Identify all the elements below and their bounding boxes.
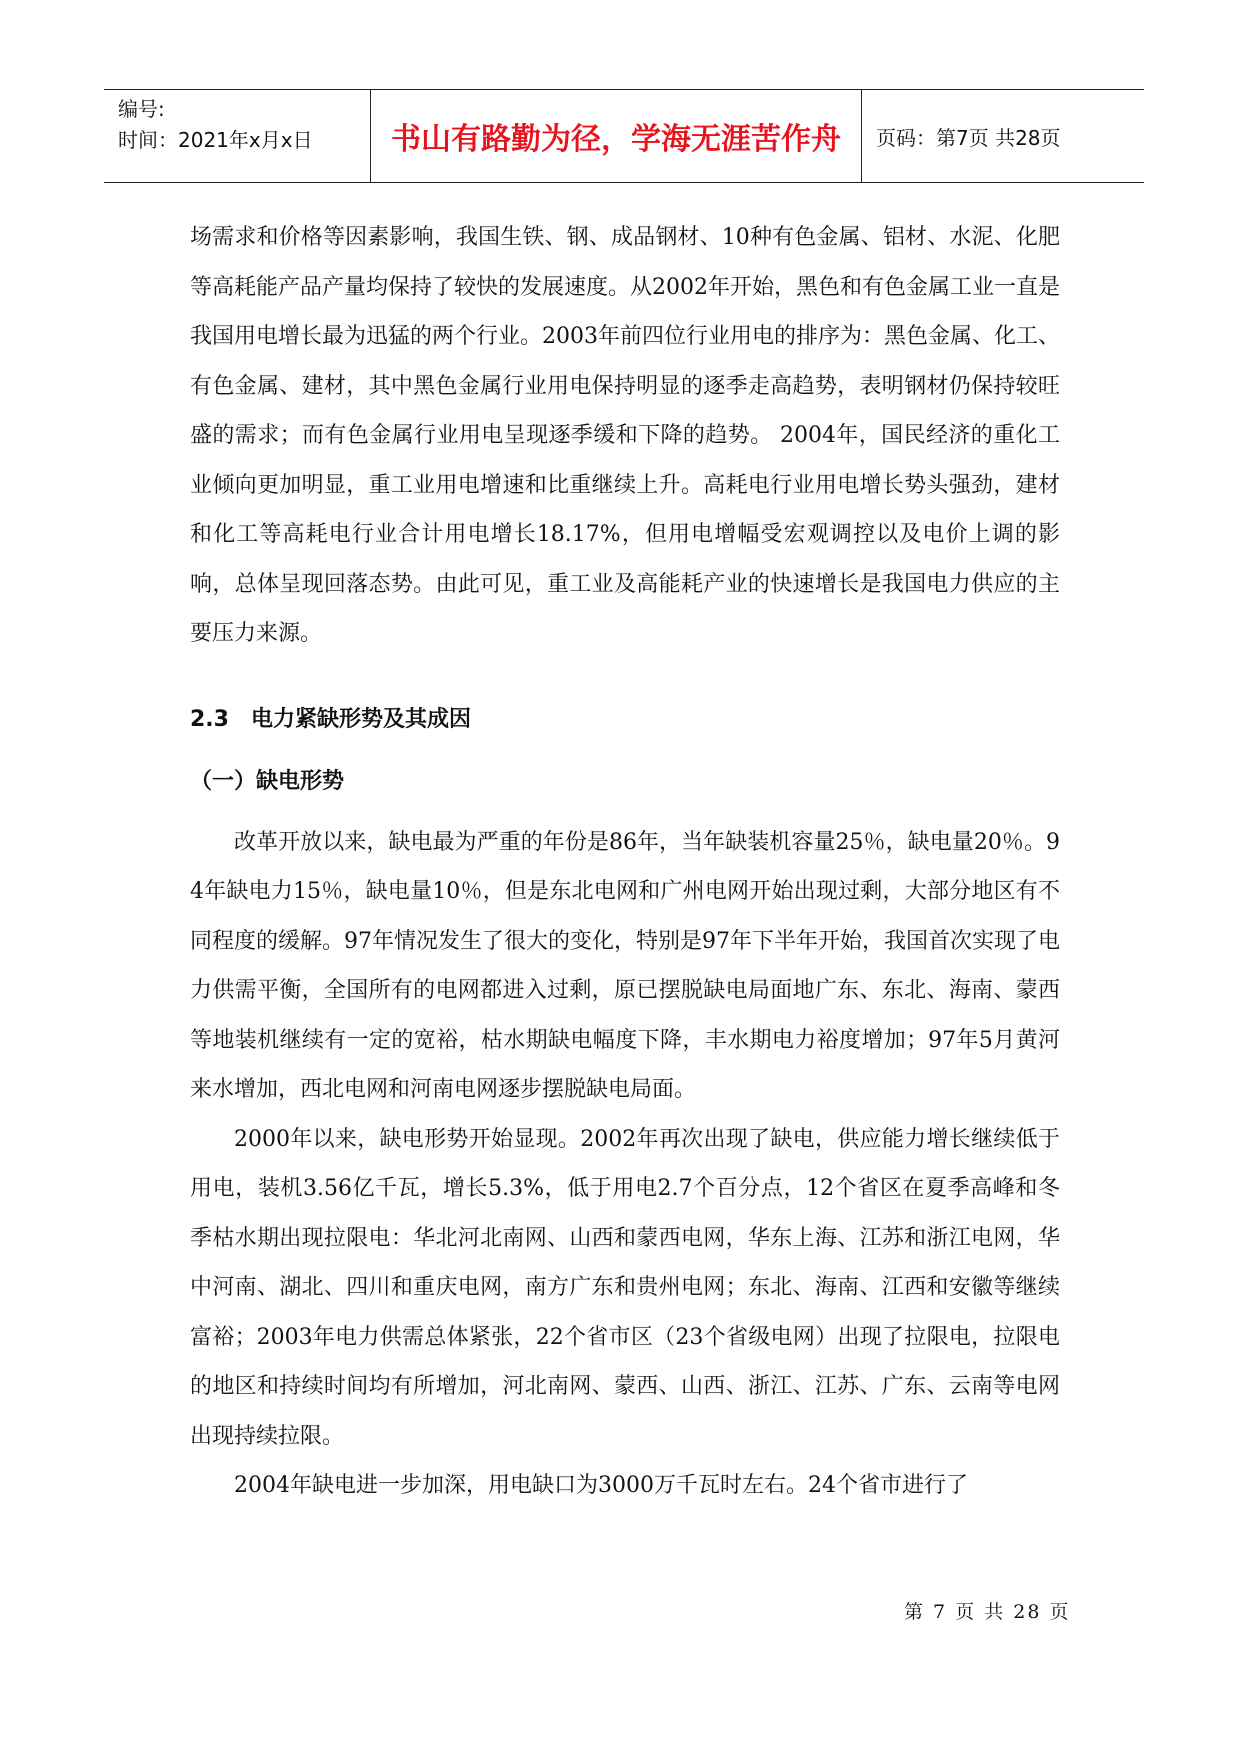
- document-number-label: 编号:: [118, 97, 165, 121]
- body-paragraph-1: 场需求和价格等因素影响，我国生铁、钢、成品钢材、10种有色金属、铝材、水泥、化肥等高耗能产品产量均保持了较快的发展速度。从2002年开始，黑色和有色金属工业一直是我国用电增长最为迅猛的两个行业。2003年前四位行业用电的排序为：黑色金属、化工、有色金属、建材，其中黑色金属行业用电保持明显的逐季走高趋势，表明钢材仍保持较旺盛的需求；而有色金属行业用电呈现逐季缓和下降的趋势。 2004年，国民经济的重化工业倾向更加明显，重工业用电增速和比重继续上升。高耗电行业用电增长势头强劲，建材和化工等高耗电行业合计用电增长18.17%，但用电增幅受宏观调控以及电价上调的影响，总体呈现回落态势。由此可见，重工业及高能耗产业的快速增长是我国电力供应的主要压力来源。: [190, 225, 1060, 646]
- page-footer: 第 7 页 共 28 页: [904, 1601, 1071, 1623]
- document-time-label: 时间：2021年x月x日: [118, 128, 313, 152]
- header-meta: [104, 90, 371, 182]
- body-paragraph-3: 2000年以来，缺电形势开始显现。2002年再次出现了缺电，供应能力增长继续低于用电，装机3.56亿千瓦，增长5.3%，低于用电2.7个百分点，12个省区在夏季高峰和冬季枯水期出现拉限电：华北河北南网、山西和蒙西电网，华东上海、江苏和浙江电网，华中河南、湖北、四川和重庆电网，南方广东和贵州电网；东北、海南、江西和安徽等继续富裕；2003年电力供需总体紧张，22个省市区（23个省级电网）出现了拉限电，拉限电的地区和持续时间均有所增加，河北南网、蒙西、山西、浙江、江苏、广东、云南等电网出现持续拉限。: [190, 1126, 1060, 1449]
- header-motto: 书山有路勤为径，学海无涯苦作舟: [371, 90, 862, 182]
- body-paragraph-2: 改革开放以来，缺电最为严重的年份是86年，当年缺装机容量25％，缺电量20％。94年缺电力15％，缺电量10％，但是东北电网和广州电网开始出现过剩，大部分地区有不同程度的缓解。97年情况发生了很大的变化，特别是97年下半年开始，我国首次实现了电力供需平衡，全国所有的电网都进入过剩，原已摆脱缺电局面地广东、东北、海南、蒙西等地装机继续有一定的宽裕，枯水期缺电幅度下降，丰水期电力裕度增加；97年5月黄河来水增加，西北电网和河南电网逐步摆脱缺电局面。: [190, 829, 1060, 1102]
- page-header: [104, 89, 1144, 183]
- document-body: [190, 213, 1060, 1511]
- subsection-heading: （一）缺电形势: [190, 768, 345, 794]
- section-heading: 2.3 电力紧缺形势及其成因: [190, 706, 471, 732]
- body-paragraph-4: 2004年缺电进一步加深，用电缺口为3000万千瓦时左右。24个省市进行了: [234, 1473, 968, 1498]
- header-page-info: 页码：第7页 共28页: [876, 125, 1061, 150]
